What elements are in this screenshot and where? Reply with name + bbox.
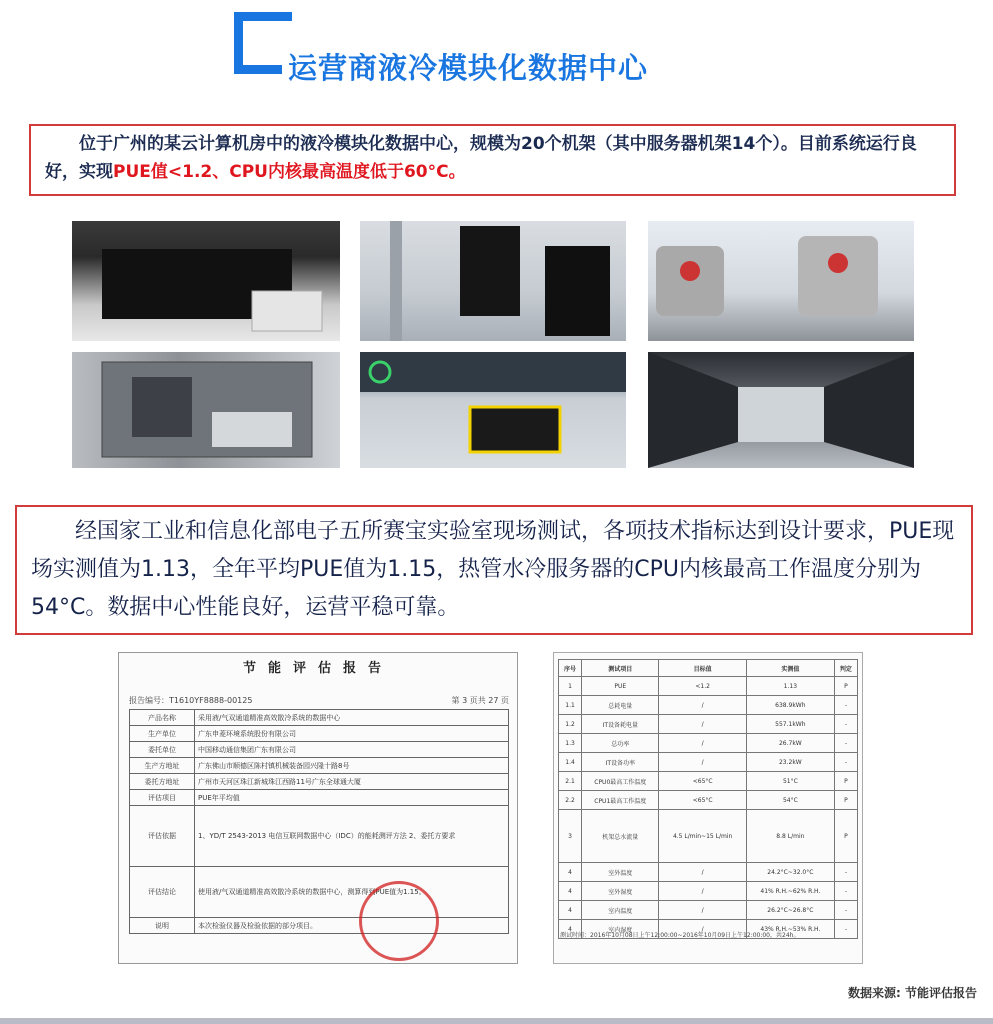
- table-row: 4 室外湿度 / 41% R.H.~62% R.H. -: [559, 882, 858, 901]
- table-row: 2.2 CPU1最高工作温度 <65°C 54°C P: [559, 791, 858, 810]
- test-results-table: [558, 659, 858, 939]
- table-row: 生产单位 广东申菱环境系统股份有限公司: [130, 726, 509, 742]
- official-seal-stamp: [359, 881, 439, 961]
- photo-data-hall-aisle: [648, 352, 914, 468]
- test-note: 测试时间：2016年10月08日上午12:00:00~2016年10月09日上午12:00:00，共24h。: [560, 932, 800, 939]
- test-summary-box: [15, 505, 973, 635]
- test-results-document: [553, 652, 863, 964]
- report-page: 第 3 页共 27 页: [451, 696, 509, 705]
- table-row: 评估依据 1、YD/T 2543-2013 电信互联网数据中心（IDC）的能耗测评方法 2、委托方要求: [130, 806, 509, 867]
- table-row: 1.1 总耗电量 / 638.9kWh -: [559, 696, 858, 715]
- energy-assessment-report: [118, 652, 518, 964]
- page-title: 运营商液冷模块化数据中心: [288, 51, 649, 85]
- title-bracket-foot: [234, 65, 282, 74]
- test-summary-text: 经国家工业和信息化部电子五所赛宝实验室现场测试，各项技术指标达到设计要求，PUE现场实测值为1.13，全年平均PUE值为1.15，热管水冷服务器的CPU内核最高工作温度分别为54°C。数据中心性能良好，运营平稳可靠。: [31, 519, 955, 620]
- table-row: 1.3 总功率 / 26.7kW -: [559, 734, 858, 753]
- intro-box: [29, 124, 956, 196]
- photo-server-internals: [72, 352, 340, 468]
- table-row: 委托方地址 广州市天河区珠江新城珠江西路11号广东全球通大厦: [130, 774, 509, 790]
- report-meta: [129, 695, 509, 706]
- report-number: 报告编号：T1610YF8888-00125: [129, 696, 253, 705]
- data-source-caption: 数据来源: 节能评估报告: [848, 986, 977, 1000]
- photo-server-room: [72, 221, 340, 341]
- table-row: 生产方地址 广东佛山市顺德区陈村镇机械装备园兴隆十路8号: [130, 758, 509, 774]
- intro-text: 位于广州的某云计算机房中的液冷模块化数据中心，规模为20个机架（其中服务器机架14个）。目前系统运行良好，实现: [45, 134, 917, 182]
- table-row: 4 室内温度 / 26.2°C~26.8°C -: [559, 901, 858, 920]
- table-row: 1.2 IT设备耗电量 / 557.1kWh -: [559, 715, 858, 734]
- table-row: 1.4 IT设备功率 / 23.2kW -: [559, 753, 858, 772]
- table-row: 产品名称 采用液/气双通道精准高效散冷系统的数据中心: [130, 710, 509, 726]
- photo-cooling-towers: [648, 221, 914, 341]
- table-header-row: 序号 测试项目 目标值 实测值 判定: [559, 660, 858, 677]
- report-table: [129, 709, 509, 934]
- intro-highlight: PUE值<1.2、CPU内核最高温度低于60°C。: [113, 162, 466, 182]
- table-row: 说明 本次检验仪器及检验依据的部分项目。: [130, 918, 509, 934]
- table-row: 2.1 CPU0最高工作温度 <65°C 51°C P: [559, 772, 858, 791]
- report-title: 节能评估报告: [242, 661, 393, 676]
- table-row: 委托单位 中国移动通信集团广东有限公司: [130, 742, 509, 758]
- table-row: 3 机架总水流量 4.5 L/min~15 L/min 8.8 L/min P: [559, 810, 858, 863]
- table-row: 4 室外温度 / 24.2°C~32.0°C -: [559, 863, 858, 882]
- photo-liquid-cooling-cabinets: [360, 221, 626, 341]
- table-row: 4 室内湿度 / 43% R.H.~53% R.H. -: [559, 920, 858, 939]
- table-row: 评估结论 使用液/气双通道精准高效散冷系统的数据中心，测算得到PUE值为1.15。: [130, 867, 509, 918]
- table-row: 1 PUE <1.2 1.13 P: [559, 677, 858, 696]
- photo-monitoring-dashboard: [360, 352, 626, 468]
- bottom-bar: [0, 1018, 993, 1024]
- table-row: 评估项目 PUE年平均值: [130, 790, 509, 806]
